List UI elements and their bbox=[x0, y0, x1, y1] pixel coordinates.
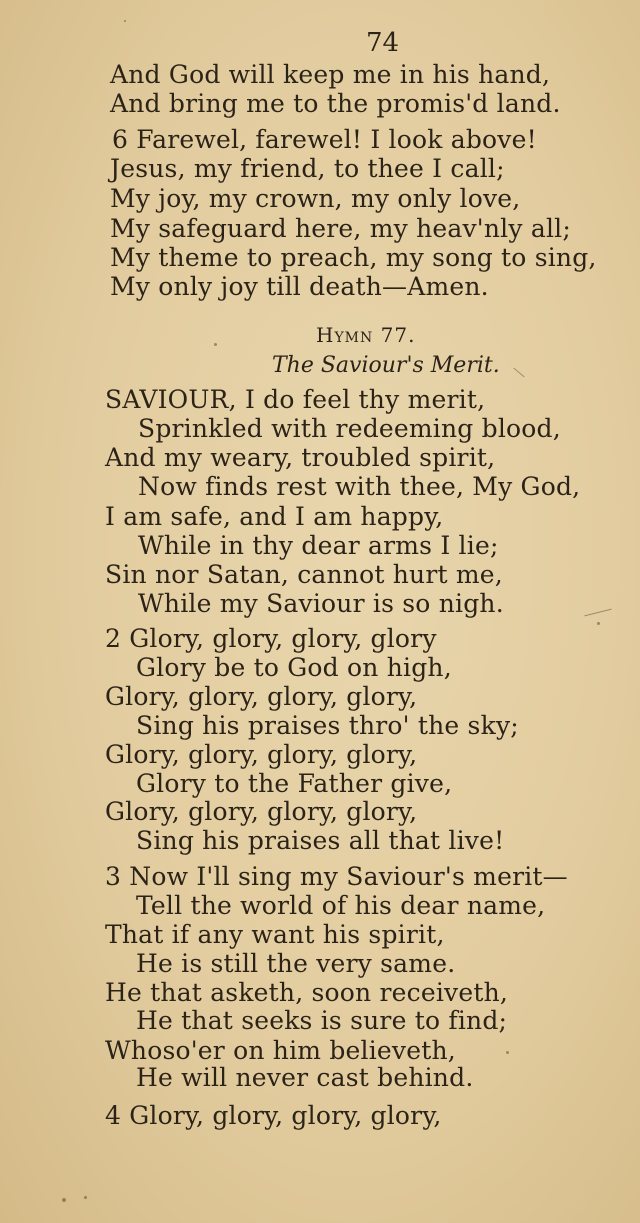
paper-speck bbox=[124, 20, 126, 22]
verse-line: Glory, glory, glory, glory, bbox=[105, 682, 418, 711]
verse-line: Tell the world of his dear name, bbox=[136, 891, 546, 920]
verse-line: He will never cast behind. bbox=[136, 1063, 474, 1092]
verse-line: I am safe, and I am happy, bbox=[105, 502, 444, 531]
paper-speck bbox=[597, 622, 600, 625]
verse-line: He that seeks is sure to find; bbox=[136, 1006, 508, 1035]
hymn-title: The Saviour's Merit. bbox=[272, 353, 500, 378]
verse-line: My theme to preach, my song to sing, bbox=[110, 243, 597, 272]
verse-line: Glory, glory, glory, glory, bbox=[105, 797, 418, 826]
verse-line: My only joy till death—Amen. bbox=[110, 272, 489, 301]
paper-mark bbox=[584, 609, 611, 617]
verse-line: And bring me to the promis'd land. bbox=[110, 89, 561, 118]
verse-line: 6 Farewel, farewel! I look above! bbox=[112, 125, 537, 154]
verse-line: Glory be to God on high, bbox=[136, 653, 452, 682]
verse-line: Jesus, my friend, to thee I call; bbox=[110, 154, 505, 183]
paper-speck bbox=[214, 343, 217, 346]
verse-line: That if any want his spirit, bbox=[105, 920, 445, 949]
verse-line: While my Saviour is so nigh. bbox=[138, 589, 504, 618]
verse-line: Glory, glory, glory, glory, bbox=[105, 740, 418, 769]
verse-line: My safeguard here, my heav'nly all; bbox=[110, 214, 571, 243]
verse-line: And my weary, troubled spirit, bbox=[105, 443, 496, 472]
verse-line: He is still the very same. bbox=[136, 949, 456, 978]
paper-speck bbox=[62, 1198, 66, 1202]
verse-line: He that asketh, soon receiveth, bbox=[105, 978, 509, 1007]
paper-mark bbox=[513, 368, 524, 378]
verse-line: 2 Glory, glory, glory, glory bbox=[105, 624, 437, 653]
verse-line: Sing his praises thro' the sky; bbox=[136, 711, 519, 740]
verse-line: 3 Now I'll sing my Saviour's merit— bbox=[105, 862, 568, 891]
verse-line: While in thy dear arms I lie; bbox=[138, 531, 499, 560]
verse-line: Sin nor Satan, cannot hurt me, bbox=[105, 560, 503, 589]
hymn-number: Hymn 77. bbox=[316, 323, 416, 347]
paper-speck bbox=[506, 1051, 509, 1054]
verse-line: Now finds rest with thee, My God, bbox=[138, 472, 581, 501]
verse-line: Glory to the Father give, bbox=[136, 769, 453, 798]
verse-line: Sing his praises all that live! bbox=[136, 826, 505, 855]
page-number: 74 bbox=[366, 28, 400, 58]
verse-line: And God will keep me in his hand, bbox=[110, 60, 551, 89]
verse-line: Sprinkled with redeeming blood, bbox=[138, 414, 561, 443]
verse-line: Whoso'er on him believeth, bbox=[105, 1036, 456, 1065]
verse-line: 4 Glory, glory, glory, glory, bbox=[105, 1101, 442, 1130]
verse-line: My joy, my crown, my only love, bbox=[110, 184, 521, 213]
paper-speck bbox=[84, 1196, 87, 1199]
verse-line: SAVIOUR, I do feel thy merit, bbox=[105, 385, 486, 414]
